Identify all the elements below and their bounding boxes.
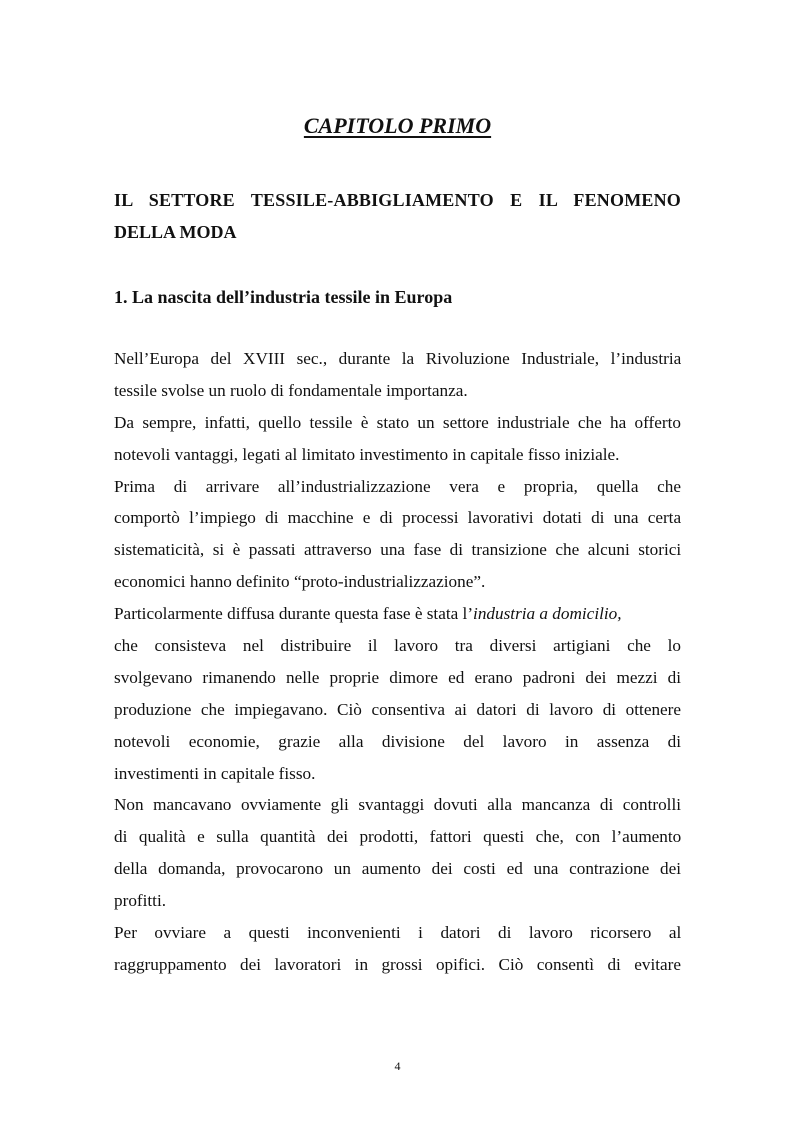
text-line: notevoli economie, grazie alla divisione del lavoro in assenza di (114, 731, 681, 751)
section-title-line-2: DELLA MODA (114, 222, 237, 242)
section-title-line-1: IL SETTORE TESSILE-ABBIGLIAMENTO E IL FENOMENO (114, 190, 681, 210)
page-number: 4 (394, 1059, 401, 1073)
text-line: tessile svolse un ruolo di fondamentale importanza. (114, 380, 468, 400)
text-line: notevoli vantaggi, legati al limitato investimento in capitale fisso iniziale. (114, 444, 620, 464)
text-line: produzione che impiegavano. Ciò consentiva ai datori di lavoro di ottenere (114, 699, 681, 719)
section-title (114, 184, 681, 248)
text-line: che consisteva nel distribuire il lavoro tra diversi artigiani che lo (114, 636, 681, 656)
text-line: profitti. (114, 891, 167, 911)
text-line: Nell’Europa del XVIII sec., durante la Rivoluzione Industriale, l’industria (114, 349, 681, 368)
text-line: Per ovviare a questi inconvenienti i datori di lavoro ricorsero al (114, 923, 681, 943)
text-line: investimenti in capitale fisso. (114, 763, 316, 783)
text-line: economici hanno definito “proto-industrializzazione”. (114, 572, 486, 592)
chapter-title: CAPITOLO PRIMO (303, 113, 492, 138)
text-line: svolgevano rimanendo nelle proprie dimore ed erano padroni dei mezzi di (114, 667, 681, 687)
text-line: Da sempre, infatti, quello tessile è stato un settore industriale che ha offerto (114, 412, 681, 432)
text-line: raggruppamento dei lavoratori in grossi opifici. Ciò consentì di evitare (114, 954, 681, 974)
text-line: della domanda, provocarono un aumento dei costi ed una contrazione dei (114, 859, 681, 879)
text-line: sistematicità, si è passati attraverso una fase di transizione che alcuni storici (114, 540, 681, 560)
subsection-title: 1. La nascita dell’industria tessile in Europa (114, 287, 453, 307)
text-line: di qualità e sulla quantità dei prodotti, fattori questi che, con l’aumento (114, 827, 681, 847)
text-line-with-emphasis (114, 598, 681, 630)
text-line: Prima di arrivare all’industrializzazione vera e propria, quella che (114, 476, 681, 496)
text-line: comportò l’impiego di macchine e di processi lavorativi dotati di una certa (114, 508, 681, 528)
document-page (114, 0, 681, 1123)
text-fragment: Particolarmente diffusa durante questa fase è stata l’ (114, 604, 474, 624)
emphasized-term: industria a domicilio, (473, 604, 622, 624)
body-text (114, 343, 681, 981)
text-line: Non mancavano ovviamente gli svantaggi dovuti alla mancanza di controlli (114, 795, 681, 815)
